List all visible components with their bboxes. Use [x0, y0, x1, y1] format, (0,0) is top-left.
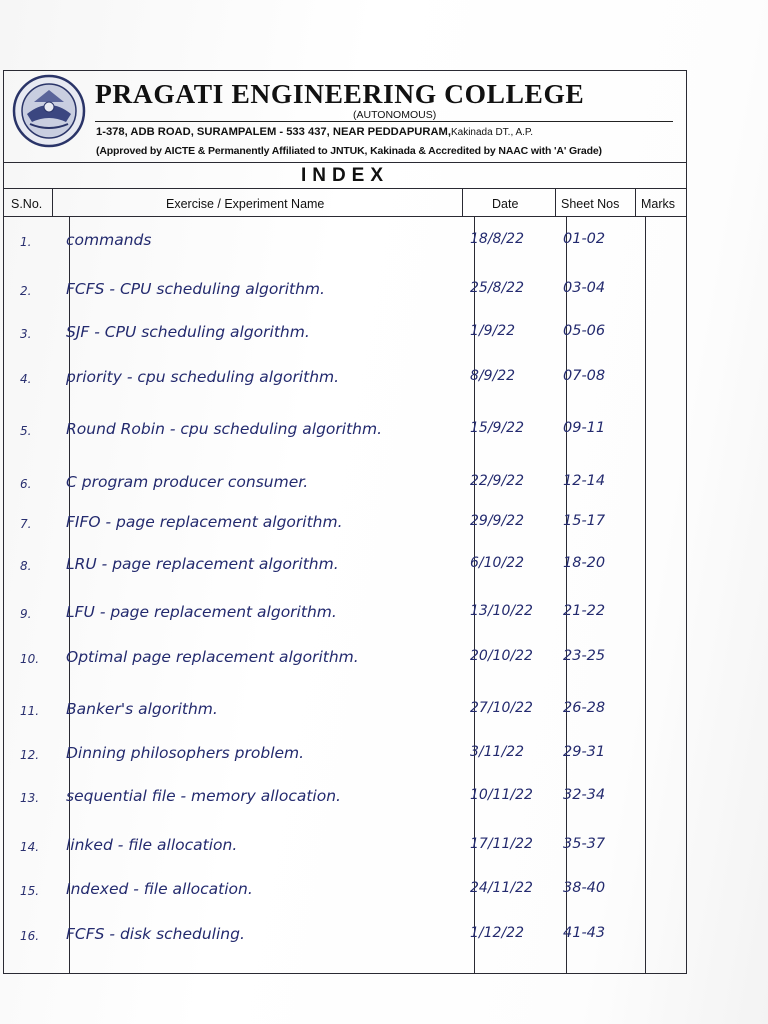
row-sheet-nos: 23-25 [563, 648, 606, 664]
row-sno: 12. [20, 748, 40, 762]
row-sno: 11. [20, 704, 40, 718]
row-experiment-name: LRU - page replacement algorithm. [66, 555, 339, 573]
row-date: 1/9/22 [470, 323, 516, 339]
row-experiment-name: C program producer consumer. [66, 473, 309, 491]
row-experiment-name: SJF - CPU scheduling algorithm. [66, 323, 310, 341]
row-experiment-name: FIFO - page replacement algorithm. [66, 513, 343, 531]
row-experiment-name: Round Robin - cpu scheduling algorithm. [66, 420, 383, 438]
row-date: 20/10/22 [470, 648, 533, 664]
row-experiment-name: commands [66, 231, 152, 249]
row-sheet-nos: 05-06 [563, 323, 606, 339]
college-name: PRAGATI ENGINEERING COLLEGE [95, 78, 585, 109]
row-experiment-name: Dinning philosophers problem. [66, 744, 305, 762]
row-sno: 10. [20, 652, 40, 666]
row-date: 24/11/22 [470, 880, 533, 896]
row-date: 22/9/22 [470, 473, 524, 489]
column-header-sheet: Sheet Nos [561, 197, 620, 211]
row-sheet-nos: 32-34 [563, 787, 606, 803]
row-sno: 5. [20, 424, 32, 438]
row-date: 17/11/22 [470, 836, 533, 852]
column-divider-header-date [555, 189, 556, 217]
row-sheet-nos: 38-40 [563, 880, 606, 896]
row-experiment-name: sequential file - memory allocation. [66, 787, 341, 805]
row-sno: 2. [20, 284, 32, 298]
row-experiment-name: FCFS - CPU scheduling algorithm. [66, 280, 325, 298]
column-header-name: Exercise / Experiment Name [166, 197, 325, 211]
row-sheet-nos: 03-04 [563, 280, 606, 296]
index-title: INDEX [3, 163, 687, 189]
row-date: 1/12/22 [470, 925, 524, 941]
approval-note: (Approved by AICTE & Permanently Affiliated to JNTUK, Kakinada & Accredited by NAAC with 'A' Grade) [96, 145, 602, 157]
row-sno: 14. [20, 840, 40, 854]
row-sno: 16. [20, 929, 40, 943]
row-experiment-name: Optimal page replacement algorithm. [66, 648, 359, 666]
row-sno: 8. [20, 559, 32, 573]
row-sheet-nos: 18-20 [563, 555, 606, 571]
row-sheet-nos: 21-22 [563, 603, 606, 619]
column-divider-sheet [645, 217, 646, 974]
row-sheet-nos: 29-31 [563, 744, 606, 760]
row-sheet-nos: 35-37 [563, 836, 606, 852]
row-date: 25/8/22 [470, 280, 524, 296]
address-district: Kakinada DT., A.P. [450, 127, 534, 138]
row-date: 18/8/22 [470, 231, 524, 247]
row-sheet-nos: 41-43 [563, 925, 606, 941]
row-sheet-nos: 12-14 [563, 473, 606, 489]
row-date: 27/10/22 [470, 700, 533, 716]
row-date: 29/9/22 [470, 513, 524, 529]
row-date: 15/9/22 [470, 420, 524, 436]
row-date: 10/11/22 [470, 787, 533, 803]
row-date: 8/9/22 [470, 368, 516, 384]
address-main: 1-378, ADB ROAD, SURAMPALEM - 533 437, NEAR PEDDAPURAM, [96, 126, 451, 138]
row-sheet-nos: 01-02 [563, 231, 606, 247]
row-sheet-nos: 07-08 [563, 368, 606, 384]
row-sno: 15. [20, 884, 40, 898]
row-experiment-name: LFU - page replacement algorithm. [66, 603, 337, 621]
row-experiment-name: priority - cpu scheduling algorithm. [66, 368, 340, 386]
row-experiment-name: linked - file allocation. [66, 836, 238, 854]
column-divider-header-name [462, 189, 463, 217]
row-sno: 6. [20, 477, 32, 491]
row-experiment-name: FCFS - disk scheduling. [66, 925, 245, 943]
row-sno: 1. [20, 235, 32, 249]
column-header-date: Date [492, 197, 519, 211]
row-sheet-nos: 15-17 [563, 513, 606, 529]
row-sno: 3. [20, 327, 32, 341]
row-experiment-name: Banker's algorithm. [66, 700, 218, 718]
row-sheet-nos: 09-11 [563, 420, 606, 436]
row-sno: 9. [20, 607, 32, 621]
row-sno: 13. [20, 791, 40, 805]
autonomous-label: (AUTONOMOUS) [353, 109, 437, 121]
row-sheet-nos: 26-28 [563, 700, 606, 716]
row-experiment-name: Indexed - file allocation. [66, 880, 253, 898]
row-date: 6/10/22 [470, 555, 524, 571]
column-divider-header-sheet [635, 189, 636, 217]
column-divider-header-sno [52, 189, 53, 217]
row-date: 3/11/22 [470, 744, 524, 760]
row-sno: 4. [20, 372, 32, 386]
column-header-sno: S.No. [11, 197, 43, 211]
row-sno: 7. [20, 517, 32, 531]
column-header-marks: Marks [641, 197, 676, 211]
row-date: 13/10/22 [470, 603, 533, 619]
